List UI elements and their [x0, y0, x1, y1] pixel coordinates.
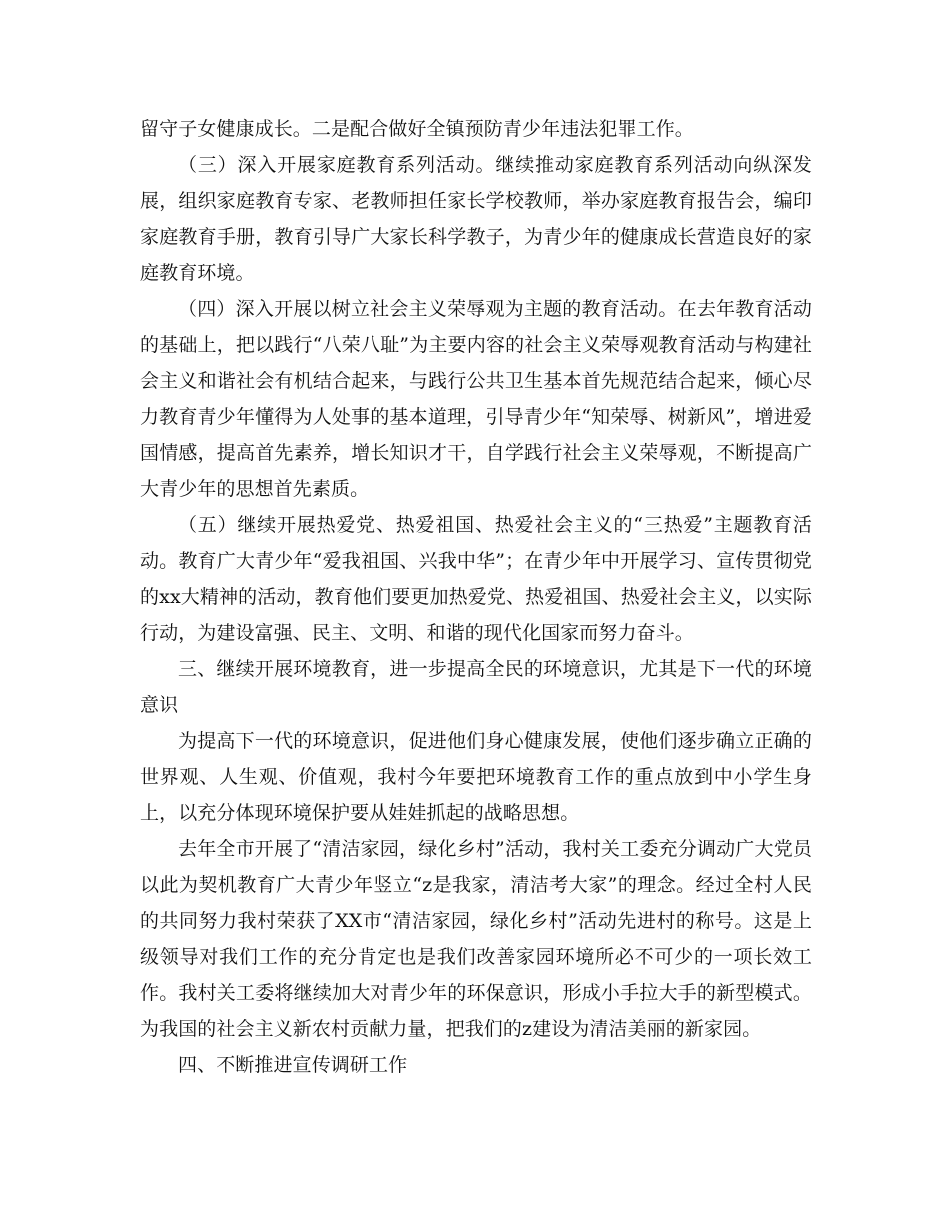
paragraph-clean-homes-campaign: 去年全市开展了“清洁家园，绿化乡村”活动，我村关工委充分调动广大党员以此为契机教育广大青少年竖立“z是我家，清洁考大家”的理念。经过全村人民的共同努力我村荣获了XX市“清洁家园，绿化乡村”活动先进村的称号。这是上级领导对我们工作的充分肯定也是我们改善家园环境所必不可少的一项长效工作。我村关工委将继续加大对青少年的环保意识，形成小手拉大手的新型模式。为我国的社会主义新农村贡献力量，把我们的z建设为清洁美丽的新家园。	[140, 838, 812, 1040]
paragraph-honor-disgrace-education: （四）深入开展以树立社会主义荣辱观为主题的教育活动。在去年教育活动的基础上，把以践行“八荣八耻”为主要内容的社会主义荣辱观教育活动与构建社会主义和谐社会有机结合起来，与践行公共卫生基本首先规范结合起来，倾心尽力教育青少年懂得为人处事的基本道理，引导青少年“知荣辱、树新风”，增进爱国情感，提高首先素养，增长知识才干，自学践行社会主义荣辱观，不断提高广大青少年的思想首先素质。	[140, 298, 812, 500]
section-heading-publicity-research: 四、不断推进宣传调研工作	[178, 1054, 408, 1076]
paragraph-continuation: 留守子女健康成长。二是配合做好全镇预防青少年违法犯罪工作。	[140, 118, 694, 140]
paragraph-three-loves-education: （五）继续开展热爱党、热爱祖国、热爱社会主义的“三热爱”主题教育活动。教育广大青少年“爱我祖国、兴我中华”；在青少年中开展学习、宣传贯彻党的xx大精神的活动，教育他们要更加热爱党、热爱祖国、热爱社会主义，以实际行动，为建设富强、民主、文明、和谐的现代化国家而努力奋斗。	[140, 514, 812, 644]
paragraph-family-education: （三）深入开展家庭教育系列活动。继续推动家庭教育系列活动向纵深发展，组织家庭教育专家、老教师担任家长学校教师，举办家庭教育报告会，编印家庭教育手册，教育引导广大家长科学教子，为青少年的健康成长营造良好的家庭教育环境。	[140, 154, 812, 284]
document-body	[140, 111, 812, 1083]
section-heading-environment: 三、继续开展环境教育，进一步提高全民的环境意识，尤其是下一代的环境意识	[140, 658, 812, 716]
paragraph-environment-awareness: 为提高下一代的环境意识，促进他们身心健康发展，使他们逐步确立正确的世界观、人生观、价值观，我村今年要把环境教育工作的重点放到中小学生身上，以充分体现环境保护要从娃娃抓起的战略思想。	[140, 730, 812, 824]
